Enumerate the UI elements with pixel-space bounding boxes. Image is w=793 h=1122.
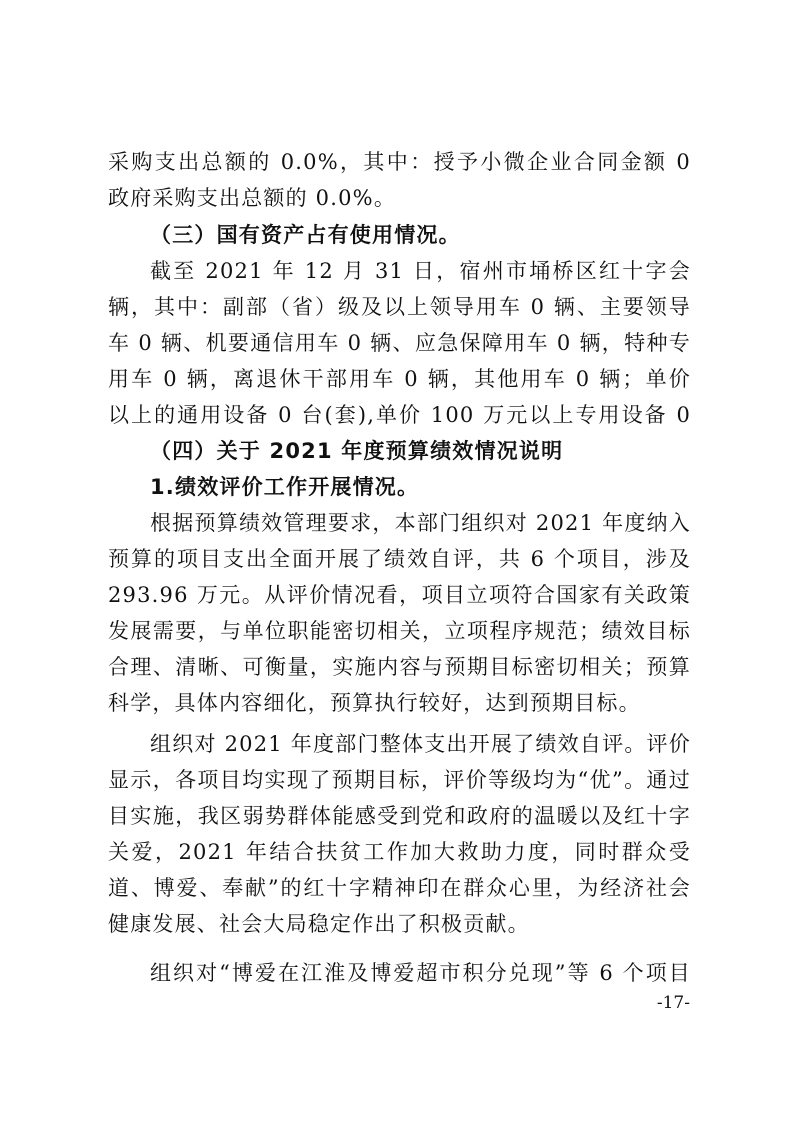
text-line: 用车 0 辆，离退休干部用车 0 辆，其他用车 0 辆；单价 — [108, 367, 691, 391]
text-line: 车 0 辆、机要通信用车 0 辆、应急保障用车 0 辆，特种专 — [108, 331, 691, 355]
page-number: -17- — [656, 993, 690, 1013]
text-line: 组织对“博爱在江淮及博爱超市积分兑现”等 6 个项目 — [150, 961, 691, 985]
text-line: 组织对 2021 年度部门整体支出开展了绩效自评。评价 — [150, 732, 691, 756]
text-line: 截至 2021 年 12 月 31 日，宿州市埇桥区红十字会 — [150, 259, 691, 283]
text-line: 道、博爱、奉献”的红十字精神印在群众心里，为经济社会 — [108, 876, 691, 900]
text-line: 293.96 万元。从评价情况看，项目立项符合国家有关政策 — [108, 583, 691, 607]
text-line: 辆，其中：副部（省）级及以上领导用车 0 辆、主要领导 — [108, 295, 691, 319]
text-line: 发展需要，与单位职能密切相关，立项程序规范；绩效目标 — [108, 619, 691, 643]
text-line: 关爱，2021 年结合扶贫工作加大救助力度，同时群众受 — [108, 840, 691, 864]
section-heading: （三）国有资产占有使用情况。 — [150, 223, 461, 247]
text-line: 目实施，我区弱势群体能感受到党和政府的温暖以及红十字 — [108, 804, 691, 828]
text-line: 根据预算绩效管理要求，本部门组织对 2021 年度纳入 — [150, 511, 691, 535]
section-heading: （四）关于 2021 年度预算绩效情况说明 — [150, 439, 564, 463]
text-line: 预算的项目支出全面开展了绩效自评，共 6 个项目，涉及 — [108, 547, 691, 571]
text-line: 科学，具体内容细化，预算执行较好，达到预期目标。 — [108, 691, 641, 715]
subsection-heading: 1.绩效评价工作开展情况。 — [150, 475, 420, 499]
text-line: 以上的通用设备 0 台(套),单价 100 万元以上专用设备 0 — [108, 403, 691, 427]
text-line: 合理、清晰、可衡量，实施内容与预期目标密切相关；预算 — [108, 655, 691, 679]
text-line: 健康发展、社会大局稳定作出了积极贡献。 — [108, 912, 530, 936]
text-line: 采购支出总额的 0.0%，其中：授予小微企业合同金额 0 — [108, 150, 691, 174]
text-line: 政府采购支出总额的 0.0%。 — [108, 186, 397, 210]
text-line: 显示，各项目均实现了预期目标，评价等级均为“优”。通过 — [108, 768, 691, 792]
